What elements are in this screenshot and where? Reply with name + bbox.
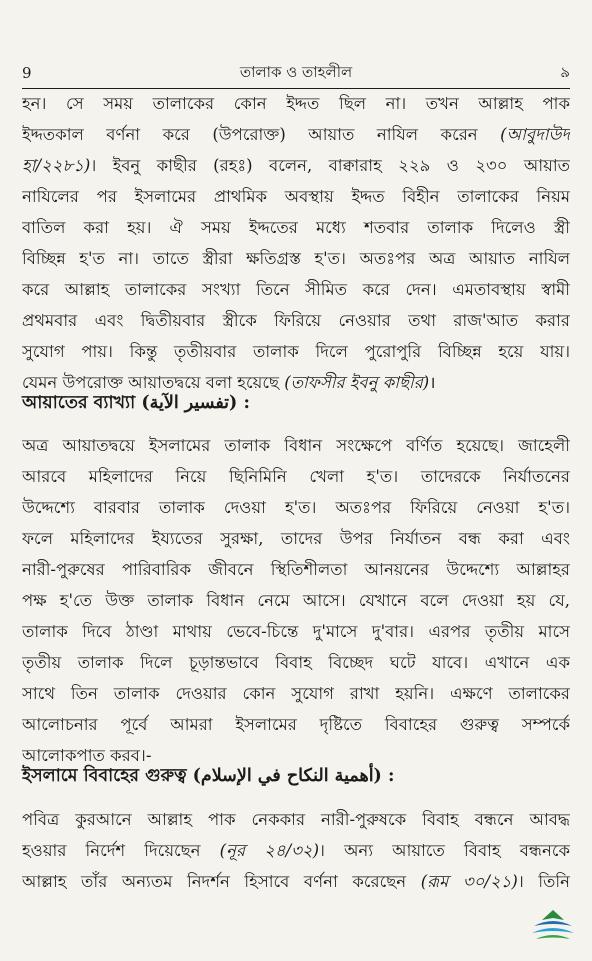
line-text: তালাক দিবে ঠাণ্ডা মাথায় ভেবে-চিন্তে দু'মাসে দু'বার। এরপর তৃতীয় মাসে [22, 622, 570, 641]
line-text: আল্লাহ তাঁর অন্যতম নিদর্শন হিসাবে বর্ণনা করেছেন [22, 872, 421, 891]
heading-arabic: (تفسير الآية) [141, 393, 238, 413]
line-text-after: । তিনি [517, 872, 570, 891]
line-text: । ইবনু কাছীর (রহঃ) বলেন, বাক্বারাহ ২২৯ ও ২৩০ আয়াত [90, 156, 570, 175]
heading-arabic: (أهمية النكاح في الإسلام) [192, 766, 382, 786]
right-page-number: ৯ [560, 62, 570, 81]
line-text: ইদ্দতকাল বর্ণনা করে (উপরোক্ত) আয়াত নাযিল করেন [22, 125, 501, 144]
left-page-number: 9 [22, 64, 32, 82]
line-text: নাযিলের পর ইসলামের প্রাথমিক অবস্থায় ইদ্দত বিহীন তালাকের নিয়ম [22, 187, 570, 206]
line-text: আলোকপাত করব।- [22, 746, 152, 765]
citation: হা/২২৮১) [22, 156, 91, 175]
heading-bengali: ইসলামে বিবাহের গুরুত্ব [22, 766, 187, 786]
citation: (আবুদাউদ [500, 125, 570, 144]
line-text: পক্ষ হ'তে উক্ত তালাক বিধান নেমে আসে। যেখানে বলে দেওয়া হয় যে, [22, 591, 570, 610]
line-text-after: । [429, 373, 436, 392]
heading-ayat-explanation [22, 390, 570, 419]
text-line [22, 88, 570, 119]
text-line [22, 461, 570, 492]
citation: (নূর ২৪/৩২) [219, 841, 320, 860]
citation: (তাফসীর ইবনু কাছীর) [284, 373, 430, 392]
text-line [22, 336, 570, 367]
running-title: তালাক ও তাহলীল [239, 62, 353, 81]
heading-importance-of-marriage [22, 763, 570, 792]
line-text-after: । অন্য আয়াতে বিবাহ বন্ধনকে [319, 841, 570, 860]
text-line [22, 835, 570, 866]
publisher-logo-icon [528, 906, 578, 946]
text-line [22, 305, 570, 336]
line-text: আরবে মহিলাদের নিয়ে ছিনিমিনি খেলা হ'ত। তাদেরকে নির্যাতনের [22, 467, 570, 486]
line-text: সাথে তিন তালাক দেওয়ার কোন সুযোগ রাখা হয়নি। এক্ষণে তালাকের [22, 684, 570, 703]
text-line [22, 492, 570, 523]
line-text: বিচ্ছিন্ন হ'ত না। তাতে স্ত্রীরা ক্ষতিগ্রস্ত হ'ত। অতঃপর অত্র আয়াত নাযিল [22, 249, 570, 268]
line-text: বাতিল করা হয়। ঐ সময় ইদ্দতের মধ্যে শতবার তালাক দিলেও স্ত্রী [22, 218, 570, 237]
text-line [22, 181, 570, 212]
line-text: তৃতীয় তালাক দিলে চূড়ান্তভাবে বিবাহ বিচ্ছেদ ঘটে যাবে। এখানে এক [22, 653, 570, 672]
text-line [22, 523, 570, 554]
heading-suffix: : [387, 766, 395, 786]
line-text: ফলে মহিলাদের ইয্যতের সুরক্ষা, তাদের উপর নির্যাতন বন্ধ করা এবং [22, 529, 570, 548]
text-line [22, 554, 570, 585]
page-header [22, 62, 570, 84]
text-line [22, 616, 570, 647]
paragraph-ayat-explanation [22, 430, 570, 771]
text-line [22, 804, 570, 835]
paragraph-importance-of-marriage [22, 804, 570, 897]
text-line [22, 430, 570, 461]
line-text: অত্র আয়াতদ্বয়ে ইসলামের তালাক বিধান সংক্ষেপে বর্ণিত হয়েছে। জাহেলী [22, 436, 570, 455]
text-line [22, 647, 570, 678]
text-line [22, 678, 570, 709]
line-text: উদ্দেশ্যে বারবার তালাক দেওয়া হ'ত। অতঃপর ফিরিয়ে নেওয়া হ'ত। [22, 498, 570, 517]
text-line [22, 585, 570, 616]
citation: (রূম ৩০/২১) [420, 872, 518, 891]
text-line [22, 274, 570, 305]
heading-bengali: আয়াতের ব্যাখ্যা [22, 393, 136, 413]
text-line [22, 243, 570, 274]
line-text: আলোচনার পূর্বে আমরা ইসলামের দৃষ্টিতে বিবাহের গুরুত্ব সম্পর্কে [22, 715, 570, 734]
text-line [22, 709, 570, 740]
text-line [22, 119, 570, 150]
text-line [22, 150, 570, 181]
line-text: প্রথমবার এবং দ্বিতীয়বার স্ত্রীকে ফিরিয়ে নেওয়ার তথা রাজ'আত করার [22, 311, 570, 330]
line-text: যেমন উপরোক্ত আয়াতদ্বয়ে বলা হয়েছে [22, 373, 285, 392]
line-text: করে আল্লাহ তালাকের সংখ্যা তিনে সীমিত করে দেন। এমতাবস্থায় স্বামী [22, 280, 570, 299]
line-text: সুযোগ পায়। কিন্তু তৃতীয়বার তালাক দিলে পুরোপুরি বিচ্ছিন্ন হয়ে যায়। [22, 342, 570, 361]
paragraph-tafsir-context [22, 88, 570, 398]
text-line [22, 866, 570, 897]
line-text: নারী-পুরুষের পারিবারিক জীবনে স্থিতিশীলতা আনয়নের উদ্দেশ্যে আল্লাহর [22, 560, 570, 579]
line-text: হওয়ার নির্দেশ দিয়েছেন [22, 841, 220, 860]
line-text: পবিত্র কুরআনে আল্লাহ পাক নেককার নারী-পুরুষকে বিবাহ বন্ধনে আবদ্ধ [22, 810, 570, 829]
heading-suffix: : [243, 393, 250, 413]
text-line [22, 212, 570, 243]
line-text: হন। সে সময় তালাকের কোন ইদ্দত ছিল না। তখন আল্লাহ পাক [22, 94, 570, 113]
